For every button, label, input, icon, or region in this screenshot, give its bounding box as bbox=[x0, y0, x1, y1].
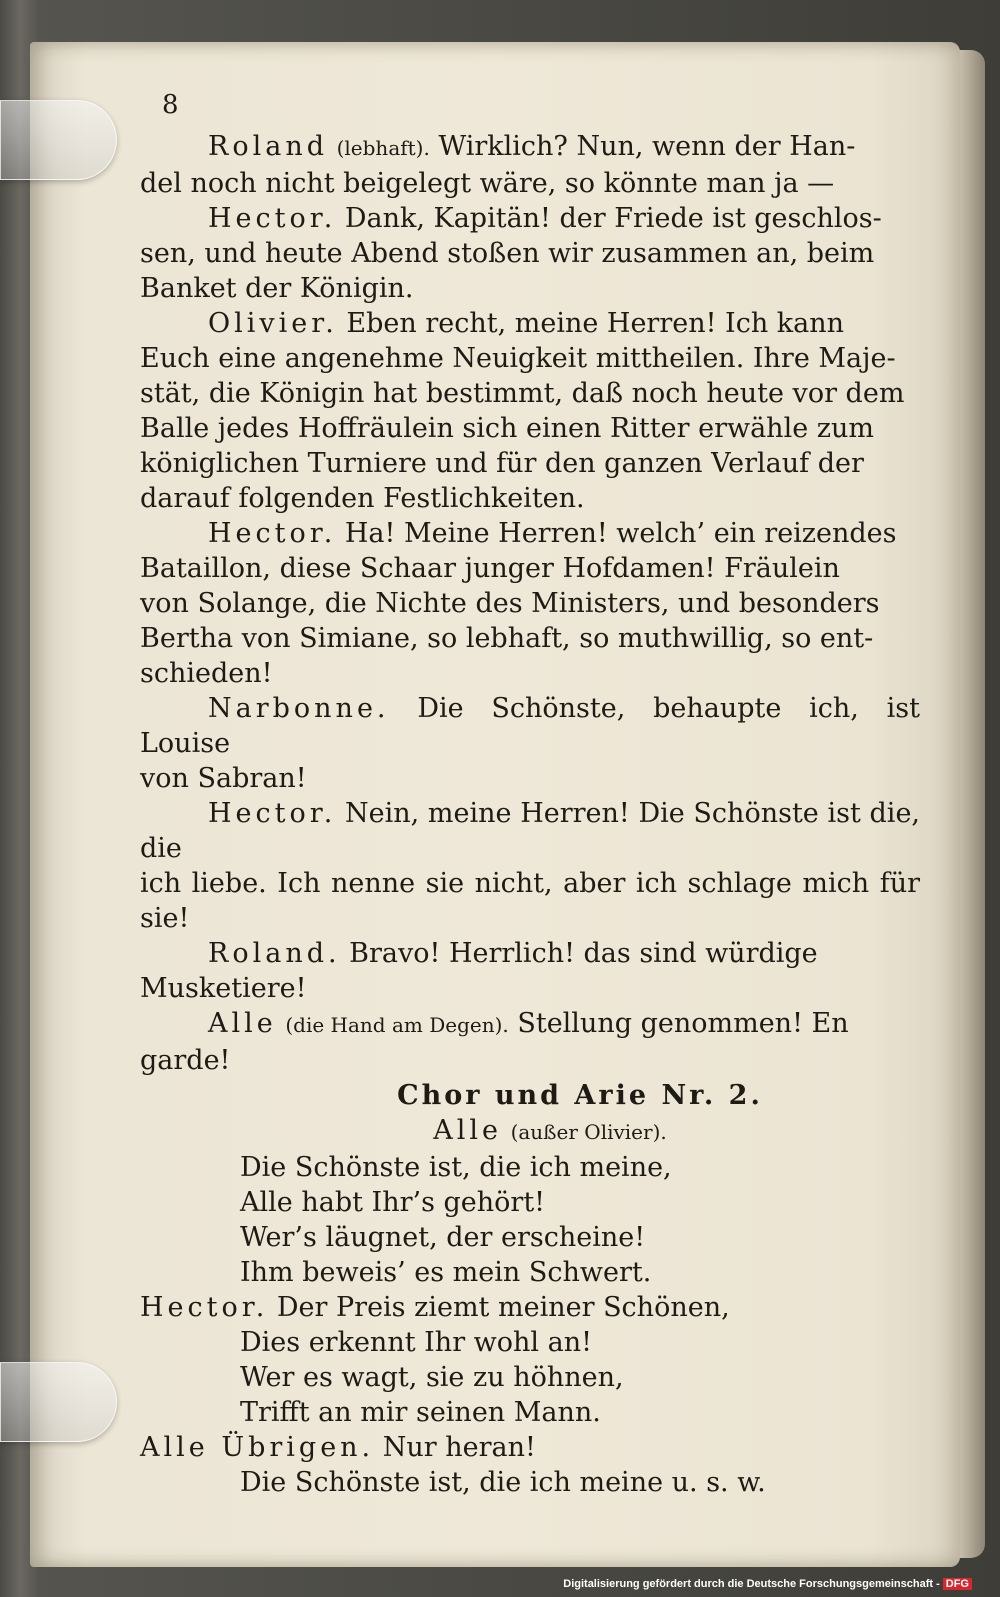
dialogue-line: darauf folgenden Festlichkeiten. bbox=[140, 483, 585, 514]
dialogue-text: Dank, Kapitän! der Friede ist geschlos- bbox=[344, 203, 882, 234]
book-clip-bottom bbox=[0, 1362, 117, 1442]
verse-line: Ihm beweis’ es mein Schwert. bbox=[240, 1257, 652, 1288]
speaker-name: Alle bbox=[433, 1115, 502, 1146]
verse-line: Wer’s läugnet, der erscheine! bbox=[240, 1222, 646, 1253]
dialogue-line: Banket der Königin. bbox=[140, 273, 414, 304]
verse-line: Alle habt Ihr’s gehört! bbox=[240, 1187, 546, 1218]
section-heading: Chor und Arie Nr. 2. bbox=[397, 1080, 763, 1111]
dialogue-text: Stellung genommen! En bbox=[517, 1008, 849, 1039]
dialogue-hector-1 bbox=[140, 201, 920, 236]
verse-line: Der Preis ziemt meiner Schönen, bbox=[276, 1292, 730, 1323]
dialogue-narbonne bbox=[140, 691, 920, 761]
dialogue-line: von Sabran! bbox=[140, 763, 307, 794]
speaker-name: Hector. bbox=[140, 1292, 269, 1323]
dialogue-text: Die Schönste, behaupte ich, ist Louise bbox=[140, 693, 920, 759]
page-number: 8 bbox=[162, 90, 179, 120]
verse-line: Wer es wagt, sie zu höhnen, bbox=[240, 1362, 624, 1393]
speaker-name: Narbonne. bbox=[208, 693, 390, 724]
dialogue-line: Euch eine angenehme Neuigkeit mittheilen. Ihre Maje- bbox=[140, 343, 896, 374]
credit-text: Digitalisierung gefördert durch die Deutsche Forschungsgemeinschaft - bbox=[563, 1578, 940, 1590]
dialogue-text: Ha! Meine Herren! welch’ ein reizendes bbox=[344, 518, 897, 549]
book-clip-top bbox=[0, 100, 117, 180]
speaker-name: Roland bbox=[208, 131, 328, 162]
dialogue-text: Nein, meine Herren! Die Schönste ist die, die bbox=[140, 798, 921, 864]
verse-line: Trifft an mir seinen Mann. bbox=[240, 1397, 601, 1428]
speaker-name: Alle bbox=[208, 1008, 277, 1039]
verse-line: Nur heran! bbox=[382, 1432, 536, 1463]
dialogue-line: sen, und heute Abend stoßen wir zusammen an, beim bbox=[140, 238, 875, 269]
verse-alle-ubrigen bbox=[140, 1430, 920, 1465]
speaker-name: Roland. bbox=[208, 938, 341, 969]
stage-direction: (die Hand am Degen). bbox=[285, 1013, 509, 1037]
dialogue-hector-2 bbox=[140, 516, 920, 551]
stage-direction: (außer Olivier). bbox=[510, 1120, 667, 1144]
dialogue-text: Wirklich? Nun, wenn der Han- bbox=[438, 131, 856, 162]
dialogue-line: königlichen Turniere und für den ganzen Verlauf der bbox=[140, 448, 864, 479]
dialogue-line: schieden! bbox=[140, 658, 273, 689]
chorus-speaker bbox=[180, 1113, 920, 1150]
dialogue-line: garde! bbox=[140, 1045, 231, 1076]
dialogue-line: ich liebe. Ich nenne sie nicht, aber ich schlage mich für sie! bbox=[140, 868, 920, 934]
dialogue-text: Bravo! Herrlich! das sind würdige bbox=[349, 938, 818, 969]
speaker-name: Hector. bbox=[208, 518, 337, 549]
verse-line: Dies erkennt Ihr wohl an! bbox=[240, 1327, 592, 1358]
dialogue-hector-3 bbox=[140, 796, 920, 866]
verse-line: Die Schönste ist, die ich meine u. s. w. bbox=[240, 1467, 766, 1498]
dialogue-line: Bataillon, diese Schaar junger Hofdamen! Fräulein bbox=[140, 553, 840, 584]
dialogue-line: del noch nicht beigelegt wäre, so könnte man ja — bbox=[140, 168, 835, 199]
speaker-name: Hector. bbox=[208, 798, 337, 829]
dfg-logo: DFG bbox=[943, 1578, 972, 1590]
verse-hector bbox=[140, 1290, 920, 1325]
stage-direction: (lebhaft). bbox=[336, 136, 430, 160]
page-text bbox=[140, 88, 920, 1500]
dialogue-olivier bbox=[140, 306, 920, 341]
dialogue-line: stät, die Königin hat bestimmt, daß noch heute vor dem bbox=[140, 378, 905, 409]
speaker-name: Hector. bbox=[208, 203, 337, 234]
dialogue-text: Eben recht, meine Herren! Ich kann bbox=[346, 308, 845, 339]
dialogue-line: von Solange, die Nichte des Ministers, und besonders bbox=[140, 588, 880, 619]
verse-line: Die Schönste ist, die ich meine, bbox=[240, 1152, 672, 1183]
dialogue-alle-1 bbox=[140, 1006, 920, 1043]
dialogue-line: Balle jedes Hoffräulein sich einen Ritter erwähle zum bbox=[140, 413, 874, 444]
speaker-name: Alle Übrigen. bbox=[140, 1432, 375, 1463]
digitization-credit bbox=[563, 1578, 972, 1590]
dialogue-roland-2 bbox=[140, 936, 920, 971]
dialogue-line: Musketiere! bbox=[140, 973, 307, 1004]
speaker-name: Olivier. bbox=[208, 308, 338, 339]
dialogue-line: Bertha von Simiane, so lebhaft, so muthwillig, so ent- bbox=[140, 623, 874, 654]
dialogue-roland-1 bbox=[140, 129, 920, 166]
